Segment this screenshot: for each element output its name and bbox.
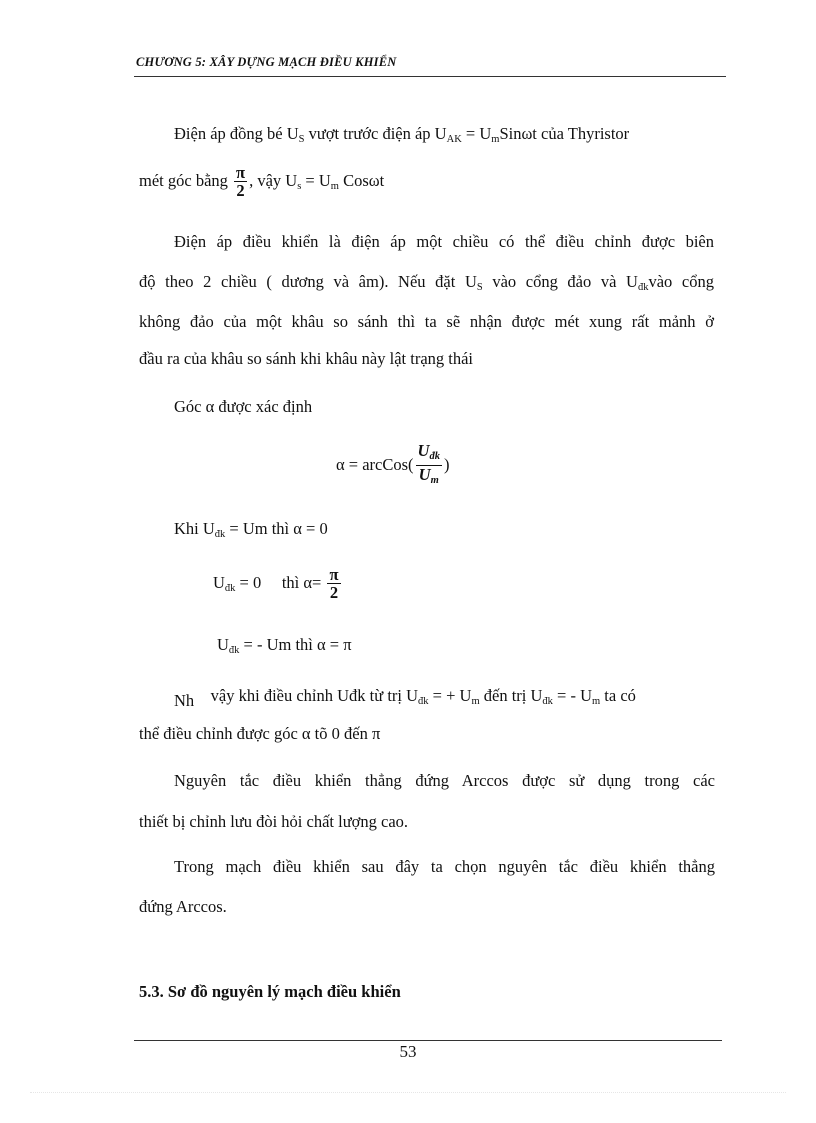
text: U	[418, 465, 431, 484]
text: Khi U	[174, 519, 215, 538]
subscript: m	[592, 696, 601, 707]
text: U	[286, 124, 299, 143]
p1-line2	[139, 164, 384, 200]
text: U	[213, 572, 225, 592]
subscript: đk	[228, 645, 240, 656]
text: đến trị U	[479, 686, 543, 705]
p5-line1: Nguyên tắc điều khiển thẳng đứng Arccos được sử dụng trong các	[174, 771, 715, 790]
section-heading: 5.3. Sơ đồ nguyên lý mạch điều khiển	[139, 982, 401, 1001]
subscript: đk	[637, 282, 649, 293]
subscript: m	[430, 475, 439, 486]
fraction-numerator	[416, 442, 442, 466]
alpha-intro: Góc α được xác định	[174, 397, 313, 416]
text: độ theo 2 chiều ( dương và âm). Nếu đặt	[139, 272, 465, 291]
page-number: 53	[399, 1042, 417, 1061]
p2-line3: không đảo của một khâu so sánh thì ta sẽ nhận được mét xung rất mảnh ở	[139, 312, 714, 331]
subscript: đk	[542, 696, 553, 707]
fraction-denominator: 2	[329, 583, 339, 602]
text: vào cổng đảo và U	[482, 272, 638, 291]
fraction-numerator: π	[329, 565, 339, 584]
text: U	[217, 635, 229, 654]
udk-over-um-fraction	[416, 442, 442, 490]
text: = - Um thì α = π	[239, 635, 352, 654]
fraction-denominator	[416, 466, 442, 490]
text: , vậy U	[249, 170, 298, 190]
subscript: đk	[429, 451, 440, 462]
alpha-formula	[336, 442, 449, 490]
subscript: m	[491, 134, 500, 145]
text: mét góc bằng	[139, 170, 233, 190]
text: vậy khi điều chỉnh Uđk từ trị U	[194, 686, 419, 705]
p6-line1: Trong mạch điều khiển sau đây ta chọn nguyên tắc điều khiển thẳng	[174, 857, 715, 876]
text: U	[464, 272, 477, 291]
pi-over-2-fraction	[234, 164, 247, 200]
p1-line1	[174, 124, 714, 145]
subscript: AK	[446, 134, 462, 145]
text: = U	[461, 124, 492, 143]
p2-line4: đầu ra của khâu so sánh khi khâu này lật trạng thái	[139, 349, 474, 368]
fraction-numerator: π	[236, 163, 246, 182]
chapter-header: CHƯƠNG 5: XÂY DỰNG MẠCH ĐIỀU KHIỂN	[136, 55, 397, 69]
case-2	[213, 566, 343, 602]
text: = - U	[552, 686, 592, 705]
subscript: s	[297, 180, 302, 192]
p4-line1	[174, 686, 716, 710]
subscript: đk	[214, 529, 226, 540]
text: Sinωt của Thyristor	[499, 124, 630, 143]
text: vào cổng	[648, 272, 714, 291]
subscript: m	[471, 696, 480, 707]
text: = U	[301, 170, 331, 190]
text: Điện áp đồng bé	[174, 124, 287, 143]
text: = + U	[428, 686, 472, 705]
bottom-dotted-border	[30, 1092, 786, 1093]
pi-over-2-fraction	[327, 566, 340, 602]
p2-line1: Điện áp điều khiển là điện áp một chiều có thể điều chỉnh được biên	[174, 232, 714, 251]
case-1	[174, 519, 328, 540]
subscript: m	[330, 180, 339, 192]
text: )	[443, 454, 450, 474]
text: vượt trước điện áp U	[304, 124, 447, 143]
text: Cosωt	[338, 170, 385, 190]
subscript: S	[476, 282, 483, 293]
fraction-denominator: 2	[236, 181, 245, 200]
subscript: đk	[418, 696, 429, 707]
p6-line2: đứng Arccos.	[139, 897, 227, 916]
text: ta có	[600, 686, 636, 705]
header-divider	[134, 76, 726, 77]
p2-line2	[139, 272, 714, 293]
text: U	[417, 441, 430, 460]
footer-divider	[134, 1040, 722, 1041]
text: α = arcCos(	[336, 454, 414, 474]
text: = Um thì α = 0	[225, 519, 328, 538]
p4-line2: thể điều chỉnh được góc α tõ 0 đến π	[139, 724, 381, 743]
subscript: đk	[224, 582, 236, 594]
p5-line2: thiết bị chỉnh lưu đòi hỏi chất lượng cao.	[139, 812, 409, 831]
case-3	[217, 635, 352, 656]
text: Nh	[174, 691, 195, 710]
text: = 0 thì α=	[235, 572, 326, 592]
subscript: S	[298, 134, 305, 145]
